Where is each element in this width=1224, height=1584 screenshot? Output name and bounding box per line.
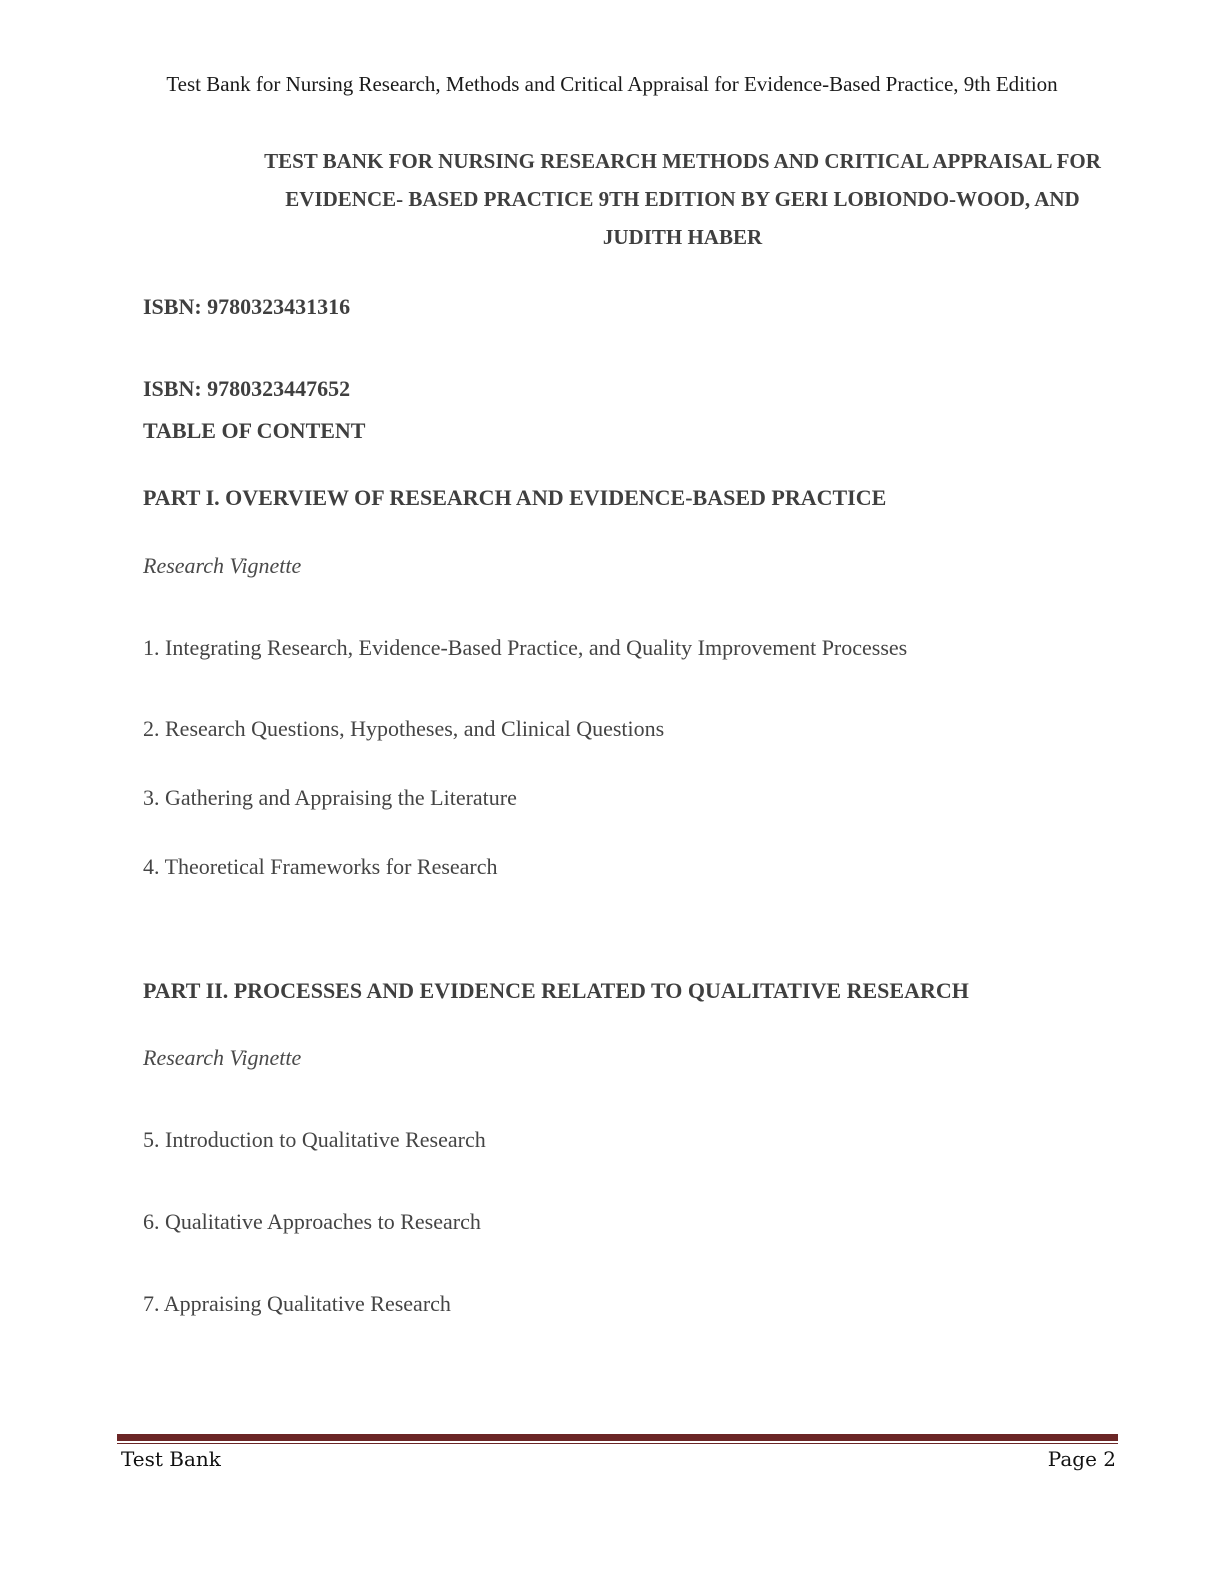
footer-rule [117, 1434, 1118, 1441]
book-title-line-2: EVIDENCE- BASED PRACTICE 9TH EDITION BY GERI LOBIONDO-WOOD, AND [285, 187, 1080, 211]
chapter-7: 7. Appraising Qualitative Research [143, 1291, 451, 1316]
page-number: Page 2 [1047, 1447, 1116, 1471]
toc-heading: TABLE OF CONTENT [143, 418, 366, 443]
footer-rule-thin [117, 1443, 1118, 1444]
chapter-3: 3. Gathering and Appraising the Literature [143, 785, 517, 810]
chapter-5: 5. Introduction to Qualitative Research [143, 1127, 486, 1152]
part-2-heading: PART II. PROCESSES AND EVIDENCE RELATED TO QUALITATIVE RESEARCH [143, 978, 969, 1003]
book-title-line-1: TEST BANK FOR NURSING RESEARCH METHODS AND CRITICAL APPRAISAL FOR [264, 149, 1101, 173]
running-header: Test Bank for Nursing Research, Methods and Critical Appraisal for Evidence-Based Practice, 9th Edition [166, 72, 1058, 96]
isbn-2: ISBN: 9780323447652 [143, 376, 351, 401]
isbn-1: ISBN: 9780323431316 [143, 294, 351, 319]
chapter-6: 6. Qualitative Approaches to Research [143, 1209, 481, 1234]
part-1-vignette: Research Vignette [143, 553, 302, 578]
part-2-vignette: Research Vignette [143, 1045, 302, 1070]
book-title [140, 142, 1224, 256]
part-1-heading: PART I. OVERVIEW OF RESEARCH AND EVIDENCE-BASED PRACTICE [143, 485, 887, 510]
chapter-4: 4. Theoretical Frameworks for Research [143, 854, 498, 879]
chapter-1: 1. Integrating Research, Evidence-Based Practice, and Quality Improvement Processes [143, 635, 908, 660]
chapter-2: 2. Research Questions, Hypotheses, and Clinical Questions [143, 716, 665, 741]
book-title-line-3: JUDITH HABER [602, 225, 763, 249]
footer-title: Test Bank [121, 1447, 221, 1471]
